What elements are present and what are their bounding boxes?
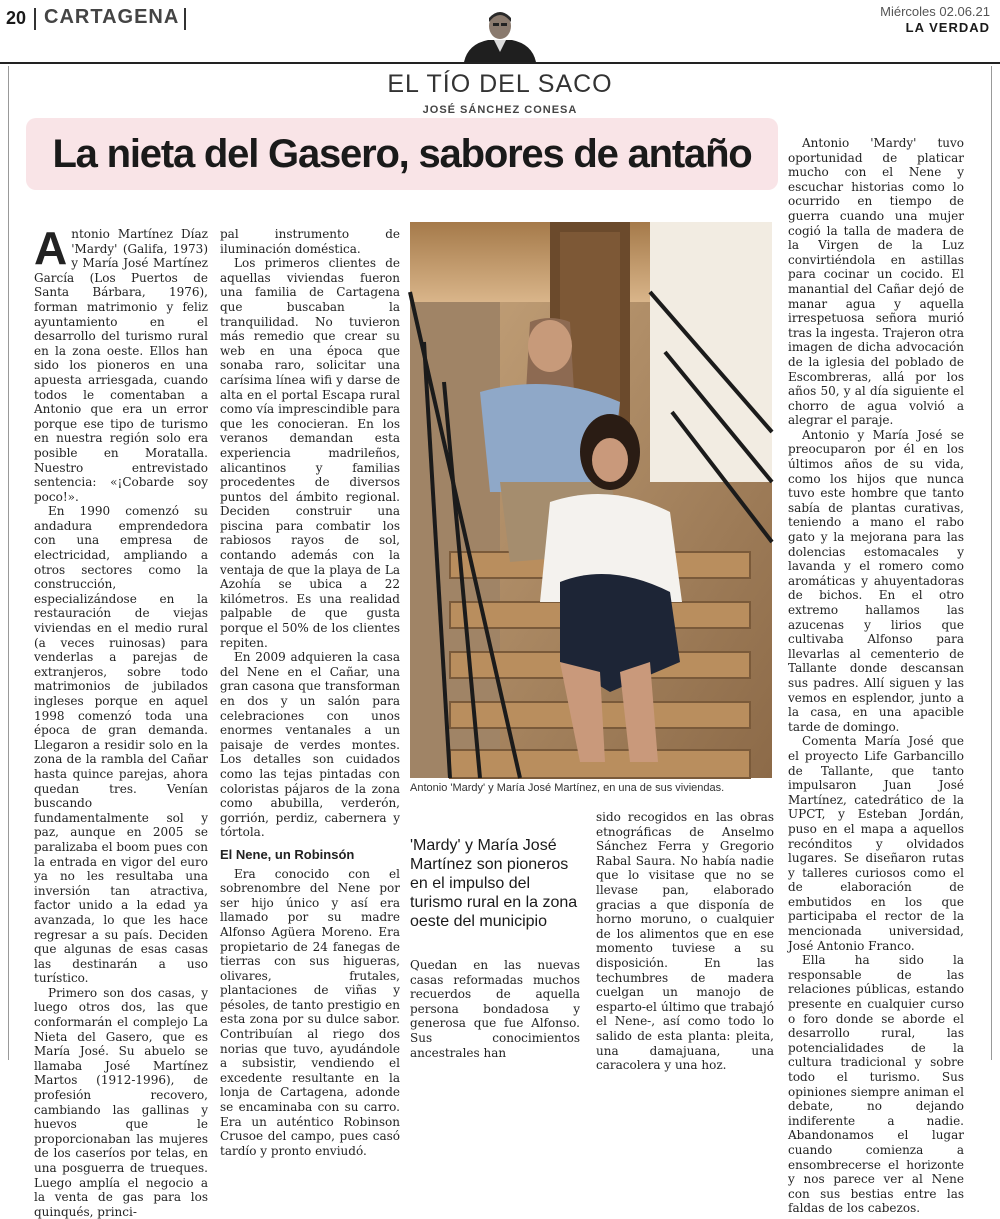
headline: La nieta del Gasero, sabores de antaño <box>52 132 752 176</box>
paragraph: En 1990 comenzó su andadura emprendedora con una empresa de electricidad, ampliando a otros sectores como la construcción, especializándose en la restauración de viejas viviendas en el medio rural (a veces ruinosas) para venderlas a parejas de extranjeros, sobre todo matrimonios de jubilados ingleses porque en aquel 1998 comenzó toda una época de gran demanda. Llegaron a residir solo en la zona de la rambla del Cañar hasta quince parejas, ahora quedan tres. Venían buscando fundamentalmente sol y paz, aunque en 2005 se paralizaba el boom pues con la entrada en vigor del euro ya no les resultaba una inversión tan atractiva, factor unido a la edad ya avanzada, lo que les hace regresar a su país. Deciden que algunas de esas casas las destinarán a uso turístico. <box>34 504 208 986</box>
columnist-portrait <box>458 6 542 62</box>
paragraph: Los primeros clientes de aquellas viviendas fueron una familia de Cartagena que buscaban la tranquilidad. No tuvieron más remedio que crear su web en una época que sonaba raro, solicitar una carísima línea wifi y darse de alta en el portal Escapa rural como vía imprescindible para que les conocieran. En los veranos demandan esta experiencia madrileños, alicantinos y familias procedentes de diversos puntos del ámbito regional. Deciden construir una piscina para combatir los rabiosos rayos de sol, contando además con la ventaja de que la playa de La Azohía se ubica a 22 kilómetros. Es una realidad palpable de que gusta porque el 50% de los clientes repiten. <box>220 256 400 650</box>
header-divider <box>184 8 186 30</box>
paragraph: Primero son dos casas, y luego otros dos, las que conformarán el complejo La Nieta del Gasero, que es María José. Su abuelo se llamaba José Martínez Martos (1912-1996), de profesión recovero, cambiando las gallinas y huevos que le proporcionaban las mujeres de los caseríos por telas, en una posguerra de trueques. Luego amplía el negocio a la venta de gas para los quinqués, princi- <box>34 985 208 1219</box>
paragraph: Antonio y María José se preocuparon por él en los últimos años de su vida, como los hijos que nunca tuvo este hombre que tanto sabía de plantas curativas, teniendo a mano el rabo gato y la mejorana para las dolencias estomacales y lavanda y el romero como aromáticas y ahuyentadoras de bichos. En el otro extremo hallamos las azucenas y lirios que cultivaba Alfonso para llevarlas al cementerio de Tallante donde descansan sus padres. Allí siguen y las vemos en esplendor, junto a la casa, en una apacible tarde de domingo. <box>788 427 964 734</box>
header-divider <box>34 8 36 30</box>
body-column-4 <box>788 136 964 1216</box>
body-column-3a <box>410 958 580 1060</box>
page-number: 20 <box>6 8 27 28</box>
newspaper-name: LA VERDAD <box>905 20 990 35</box>
photo-caption: Antonio 'Mardy' y María José Martínez, en una de sus viviendas. <box>410 782 725 794</box>
paragraph: pal instrumento de iluminación doméstica. <box>220 227 400 256</box>
header-rule <box>0 62 1000 64</box>
paragraph: Era conocido con el sobrenombre del Nene por ser hijo único y así era llamado por su madre Alfonso Agüera Moreno. Era propietario de 24 fanegas de tierras con sus higueras, olivares, frutales, plantaciones de viñas y pésoles, de tanto prestigio en esta zona por su dulce sabor. Contribuían al riego dos norias que tuvo, ayudándole a subsistir, vendiendo el excedente resultante en la lonja de Cartagena, adonde se encaminaba con su carro. Era un auténtico Robinson Crusoe del campo, pues casó tardío y pronto enviudó. <box>220 866 400 1158</box>
paragraph: Comenta María José que el proyecto Life Garbancillo de Tallante, que tanto impulsaron Juan José Martínez, catedrático de la UPCT, y Esteban Jordán, puso en el mapa a aquellos recónditos y olvidados lugares. Se diseñaron rutas y talleres curiosos como el de elaboración de embutidos en los que participaba el rector de la mencionada universidad, José Antonio Franco. <box>788 734 964 953</box>
pull-quote: 'Mardy' y María José Martínez son pioneros en el impulso del turismo rural en la zona oeste del municipio <box>410 837 578 930</box>
paragraph: Ella ha sido la responsable de las relaciones públicas, estando presente en cualquier curso o foro donde se aborde el desarrollo rural, las potencialidades de la cultura tradicional y sobre todo el turismo. Sus opiniones siempre animan el debate, no dejando indiferente a nadie. Abandonamos el lugar cuando comienza a ensombrecerse el horizonte y nos parece ver al Nene con sus bestias entre las faldas de los cabezos. <box>788 953 964 1216</box>
article-photo <box>410 222 772 778</box>
subheading: El Nene, un Robinsón <box>220 846 355 862</box>
drop-cap: A <box>34 222 68 274</box>
section-name: CARTAGENA <box>44 6 180 28</box>
paragraph: sido recogidos en las obras etnográficas de Anselmo Sánchez Ferra y Gregorio Rabal Saura. No había nadie que lo visitase que no se llevase pan, elaborado gracias a que disponía de horno moruno, o cualquier de los alimentos que en ese momento tuviese a su disposición. En las techumbres de madera cuelgan un manojo de esparto-el último que trabajó el Nene-, así como todo lo salido de esta planta: pleita, una damajuana, una caracolera y una hoz. <box>596 810 774 1073</box>
author-byline: JOSÉ SÁNCHEZ CONESA <box>422 104 578 116</box>
column-title: EL TÍO DEL SACO <box>387 70 613 98</box>
body-column-1 <box>34 222 208 1219</box>
body-column-2 <box>220 227 400 1158</box>
paragraph: En 2009 adquieren la casa del Nene en el Cañar, una gran casona que transforman en dos y un salón para celebraciones con unos enormes ventanales a un paisaje de verdes montes. Los detalles son cuidados como las tejas pintadas con coloristas pájaros de la zona como abubilla, verderón, gorrión, perdiz, cabernera y tórtola. <box>220 650 400 840</box>
body-column-3b <box>596 810 774 1073</box>
issue-date: Miércoles 02.06.21 <box>880 4 990 19</box>
paragraph: Quedan en las nuevas casas reformadas muchos recuerdos de aquella persona bondadosa y generosa que fue Alfonso. Sus conocimientos ancestrales han <box>410 958 580 1060</box>
paragraph: Antonio 'Mardy' tuvo oportunidad de platicar mucho con el Nene y escuchar historias como lo ocurrido en tiempo de guerra cuando una mujer cogió la talla de madera de la Virgen de la Luz convirtiéndola en astillas para cocinar un cocido. El manantial del Cañar dejó de manar agua y aquella irrespetuosa señora murió tras la ingesta. Trajeron otra imagen de dicha advocación de la iglesia del poblado de Escombreras, allá por los años 50, y al día siguiente el chorro de agua volvió a alegrar el paraje. <box>788 136 964 428</box>
paragraph: Antonio Martínez Díaz 'Mardy' (Galifa, 1973) y María José Martínez García (Los Puertos de Santa Bárbara, 1976), forman matrimonio y feliz ayuntamiento en el desarrollo del turismo rural en la zona oeste. Ellos han sido los pioneros en una apuesta arriesgada, cuando todos le comentaban a Antonio que era un error porque ese tipo de turismo en nuestra región solo era posible en Moratalla. Nuestro entrevistado sentencia: «¡Cobarde soy poco!». <box>34 222 208 504</box>
